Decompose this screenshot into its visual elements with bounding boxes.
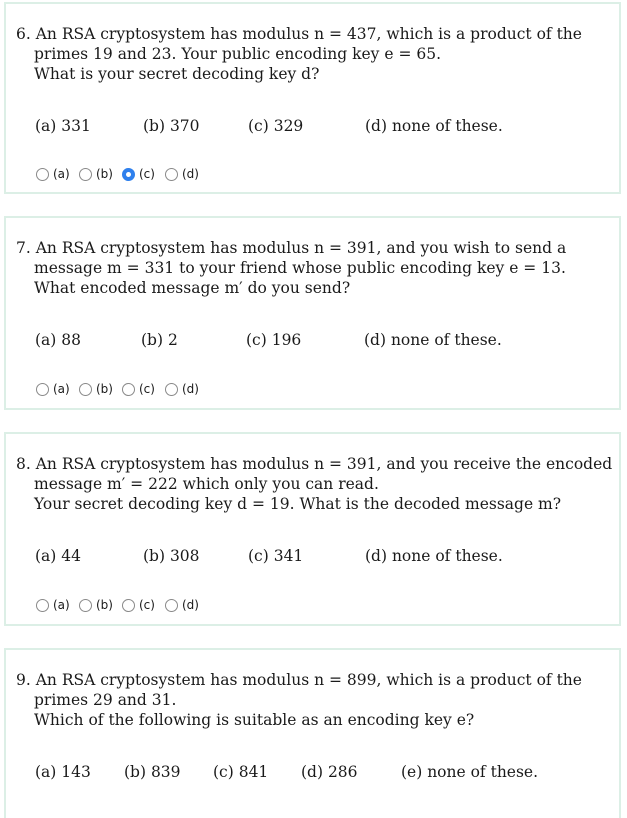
radio-option-c[interactable] xyxy=(122,379,155,399)
radio-option-b[interactable] xyxy=(79,595,113,615)
question-line: primes 19 and 23. Your public encoding key e = 65. xyxy=(34,45,442,63)
question-line: 8. An RSA cryptosystem has modulus n = 391, and you receive the encoded xyxy=(16,455,613,473)
question-text xyxy=(16,238,576,298)
question-line: What encoded message m′ do you send? xyxy=(34,279,351,297)
question-card-6 xyxy=(4,2,621,194)
choice-d: (d) none of these. xyxy=(365,547,503,565)
radio-label: (c) xyxy=(139,382,155,396)
radio-label: (d) xyxy=(182,167,199,181)
radio-button[interactable] xyxy=(36,168,49,181)
choice-d: (d) none of these. xyxy=(365,117,503,135)
radio-label: (a) xyxy=(53,382,70,396)
radio-button[interactable] xyxy=(36,599,49,612)
question-line: Your secret decoding key d = 19. What is the decoded message m? xyxy=(34,495,562,513)
radio-label: (c) xyxy=(139,598,155,612)
radio-button-selected[interactable] xyxy=(122,168,135,181)
choice-e: (e) none of these. xyxy=(401,763,539,781)
question-card-7 xyxy=(4,216,621,410)
radio-option-d[interactable] xyxy=(165,595,199,615)
radio-option-a[interactable] xyxy=(36,379,70,399)
radio-label: (b) xyxy=(96,598,113,612)
choice-d: (d) none of these. xyxy=(364,331,502,349)
radio-button[interactable] xyxy=(36,383,49,396)
question-line: message m = 331 to your friend whose public encoding key e = 13. xyxy=(34,259,566,277)
radio-label: (d) xyxy=(182,598,199,612)
radio-option-b[interactable] xyxy=(79,164,113,184)
question-line: Which of the following is suitable as an encoding key e? xyxy=(34,711,475,729)
question-text xyxy=(16,670,582,730)
radio-option-a[interactable] xyxy=(36,595,70,615)
question-line: What is your secret decoding key d? xyxy=(34,65,320,83)
choice-a: (a) 44 xyxy=(35,547,81,565)
radio-option-d[interactable] xyxy=(165,379,199,399)
question-card-9 xyxy=(4,648,621,818)
radio-button[interactable] xyxy=(122,599,135,612)
choice-b: (b) 370 xyxy=(143,117,200,135)
question-text xyxy=(16,24,582,84)
radio-button[interactable] xyxy=(165,599,178,612)
choice-b: (b) 308 xyxy=(143,547,200,565)
radio-option-c[interactable] xyxy=(122,164,155,184)
question-line: message m′ = 222 which only you can read. xyxy=(34,475,379,493)
question-line: 9. An RSA cryptosystem has modulus n = 899, which is a product of the xyxy=(16,671,582,689)
radio-label: (c) xyxy=(139,167,155,181)
choice-a: (a) 88 xyxy=(35,331,81,349)
choice-b: (b) 839 xyxy=(124,763,181,781)
radio-button[interactable] xyxy=(79,383,92,396)
radio-option-d[interactable] xyxy=(165,164,199,184)
question-text xyxy=(16,454,613,514)
radio-option-c[interactable] xyxy=(122,595,155,615)
question-card-8 xyxy=(4,432,621,626)
question-line: primes 29 and 31. xyxy=(34,691,177,709)
choice-c: (c) 841 xyxy=(213,763,269,781)
radio-button[interactable] xyxy=(165,168,178,181)
choice-b: (b) 2 xyxy=(141,331,178,349)
radio-label: (d) xyxy=(182,382,199,396)
radio-label: (b) xyxy=(96,382,113,396)
choice-a: (a) 143 xyxy=(35,763,91,781)
radio-label: (a) xyxy=(53,598,70,612)
question-line: 6. An RSA cryptosystem has modulus n = 437, which is a product of the xyxy=(16,25,582,43)
radio-button[interactable] xyxy=(79,168,92,181)
choice-d: (d) 286 xyxy=(301,763,358,781)
radio-option-b[interactable] xyxy=(79,379,113,399)
choice-c: (c) 329 xyxy=(248,117,304,135)
radio-button[interactable] xyxy=(79,599,92,612)
choice-a: (a) 331 xyxy=(35,117,91,135)
radio-label: (a) xyxy=(53,167,70,181)
choice-c: (c) 196 xyxy=(246,331,302,349)
choice-c: (c) 341 xyxy=(248,547,304,565)
question-line: 7. An RSA cryptosystem has modulus n = 391, and you wish to send a xyxy=(16,239,567,257)
radio-button[interactable] xyxy=(165,383,178,396)
radio-button[interactable] xyxy=(122,383,135,396)
radio-option-a[interactable] xyxy=(36,164,70,184)
radio-label: (b) xyxy=(96,167,113,181)
